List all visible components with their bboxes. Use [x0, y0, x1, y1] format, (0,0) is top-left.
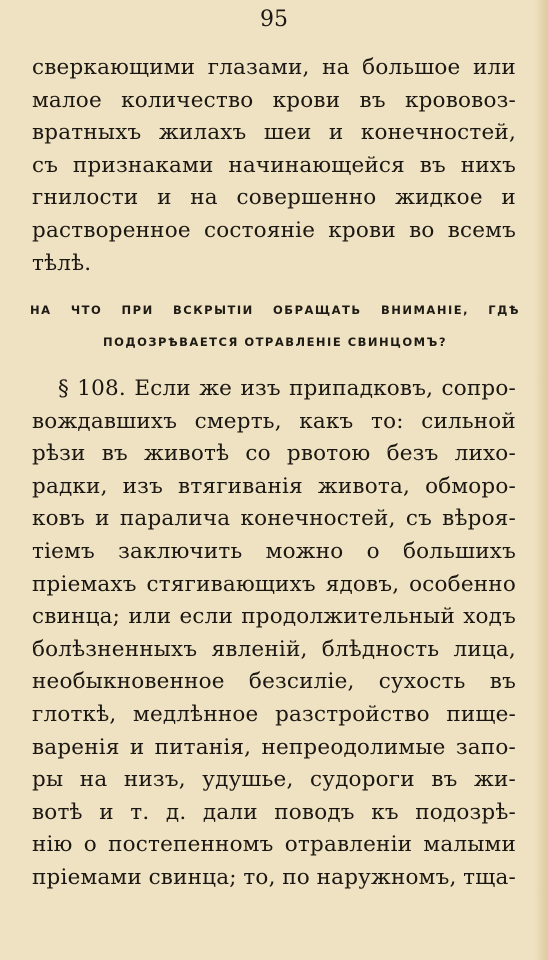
text-line: вождавшихъ смерть, какъ то: сильной [32, 408, 516, 434]
text-line: рѣзи въ животѣ со рвотою безъ лихо- [32, 441, 516, 467]
text-line: глоткѣ, медлѣнное разстройство пище- [32, 701, 516, 727]
heading-line: НА ЧТО ПРИ ВСКРЫТІИ ОБРАЩАТЬ ВНИМАНІЕ, ГДѢ [30, 303, 520, 317]
page-number: 95 [260, 7, 288, 32]
section-heading [30, 294, 520, 358]
text-line: вратныхъ жилахъ шеи и конечностей, [32, 120, 516, 146]
text-line: гнилости и на совершенно жидкое и [32, 185, 516, 211]
text-line: § 108. Если же изъ припадковъ, сопро- [58, 376, 516, 401]
text-line: пріемахъ стягивающихъ ядовъ, особенно [32, 571, 516, 597]
text-line: сверкающими глазами, на большое или [32, 55, 516, 80]
text-line: варенія и питанія, непреодолимые запо- [32, 734, 516, 760]
text-line: малое количество крови въ крововоз- [32, 87, 516, 113]
page-edge-shadow [534, 0, 548, 960]
text-line: тѣлѣ. [32, 250, 92, 276]
heading-line: ПОДОЗРѢВАЕТСЯ ОТРАВЛЕНІЕ СВИНЦОМЪ? [102, 335, 448, 349]
text-line: ковъ и паралича конечностей, съ вѣроя- [32, 506, 516, 532]
text-line: необыкновенное безсиліе, сухость въ [32, 669, 516, 695]
text-line: нію о постепенномъ отравленіи малыми [32, 832, 516, 858]
text-line: свинца; или если продолжительный ходъ [32, 604, 516, 630]
section-paragraph [32, 373, 516, 895]
text-line: ры на низъ, удушье, судороги въ жи- [32, 767, 516, 793]
text-line: съ признаками начинающейся въ нихъ [32, 152, 516, 178]
text-line: растворенное состояніе крови во всемъ [32, 217, 516, 243]
text-line: болѣзненныхъ явленій, блѣдность лица, [32, 636, 516, 662]
top-paragraph [32, 52, 516, 280]
text-line: тіемъ заключить можно о большихъ [32, 538, 516, 564]
text-line: пріемами свинца; то, по наружномъ, тща- [32, 864, 516, 890]
text-line: радки, изъ втягиванія живота, обморо- [32, 473, 516, 499]
text-line: вотѣ и т. д. дали поводъ къ подозрѣ- [32, 799, 516, 825]
